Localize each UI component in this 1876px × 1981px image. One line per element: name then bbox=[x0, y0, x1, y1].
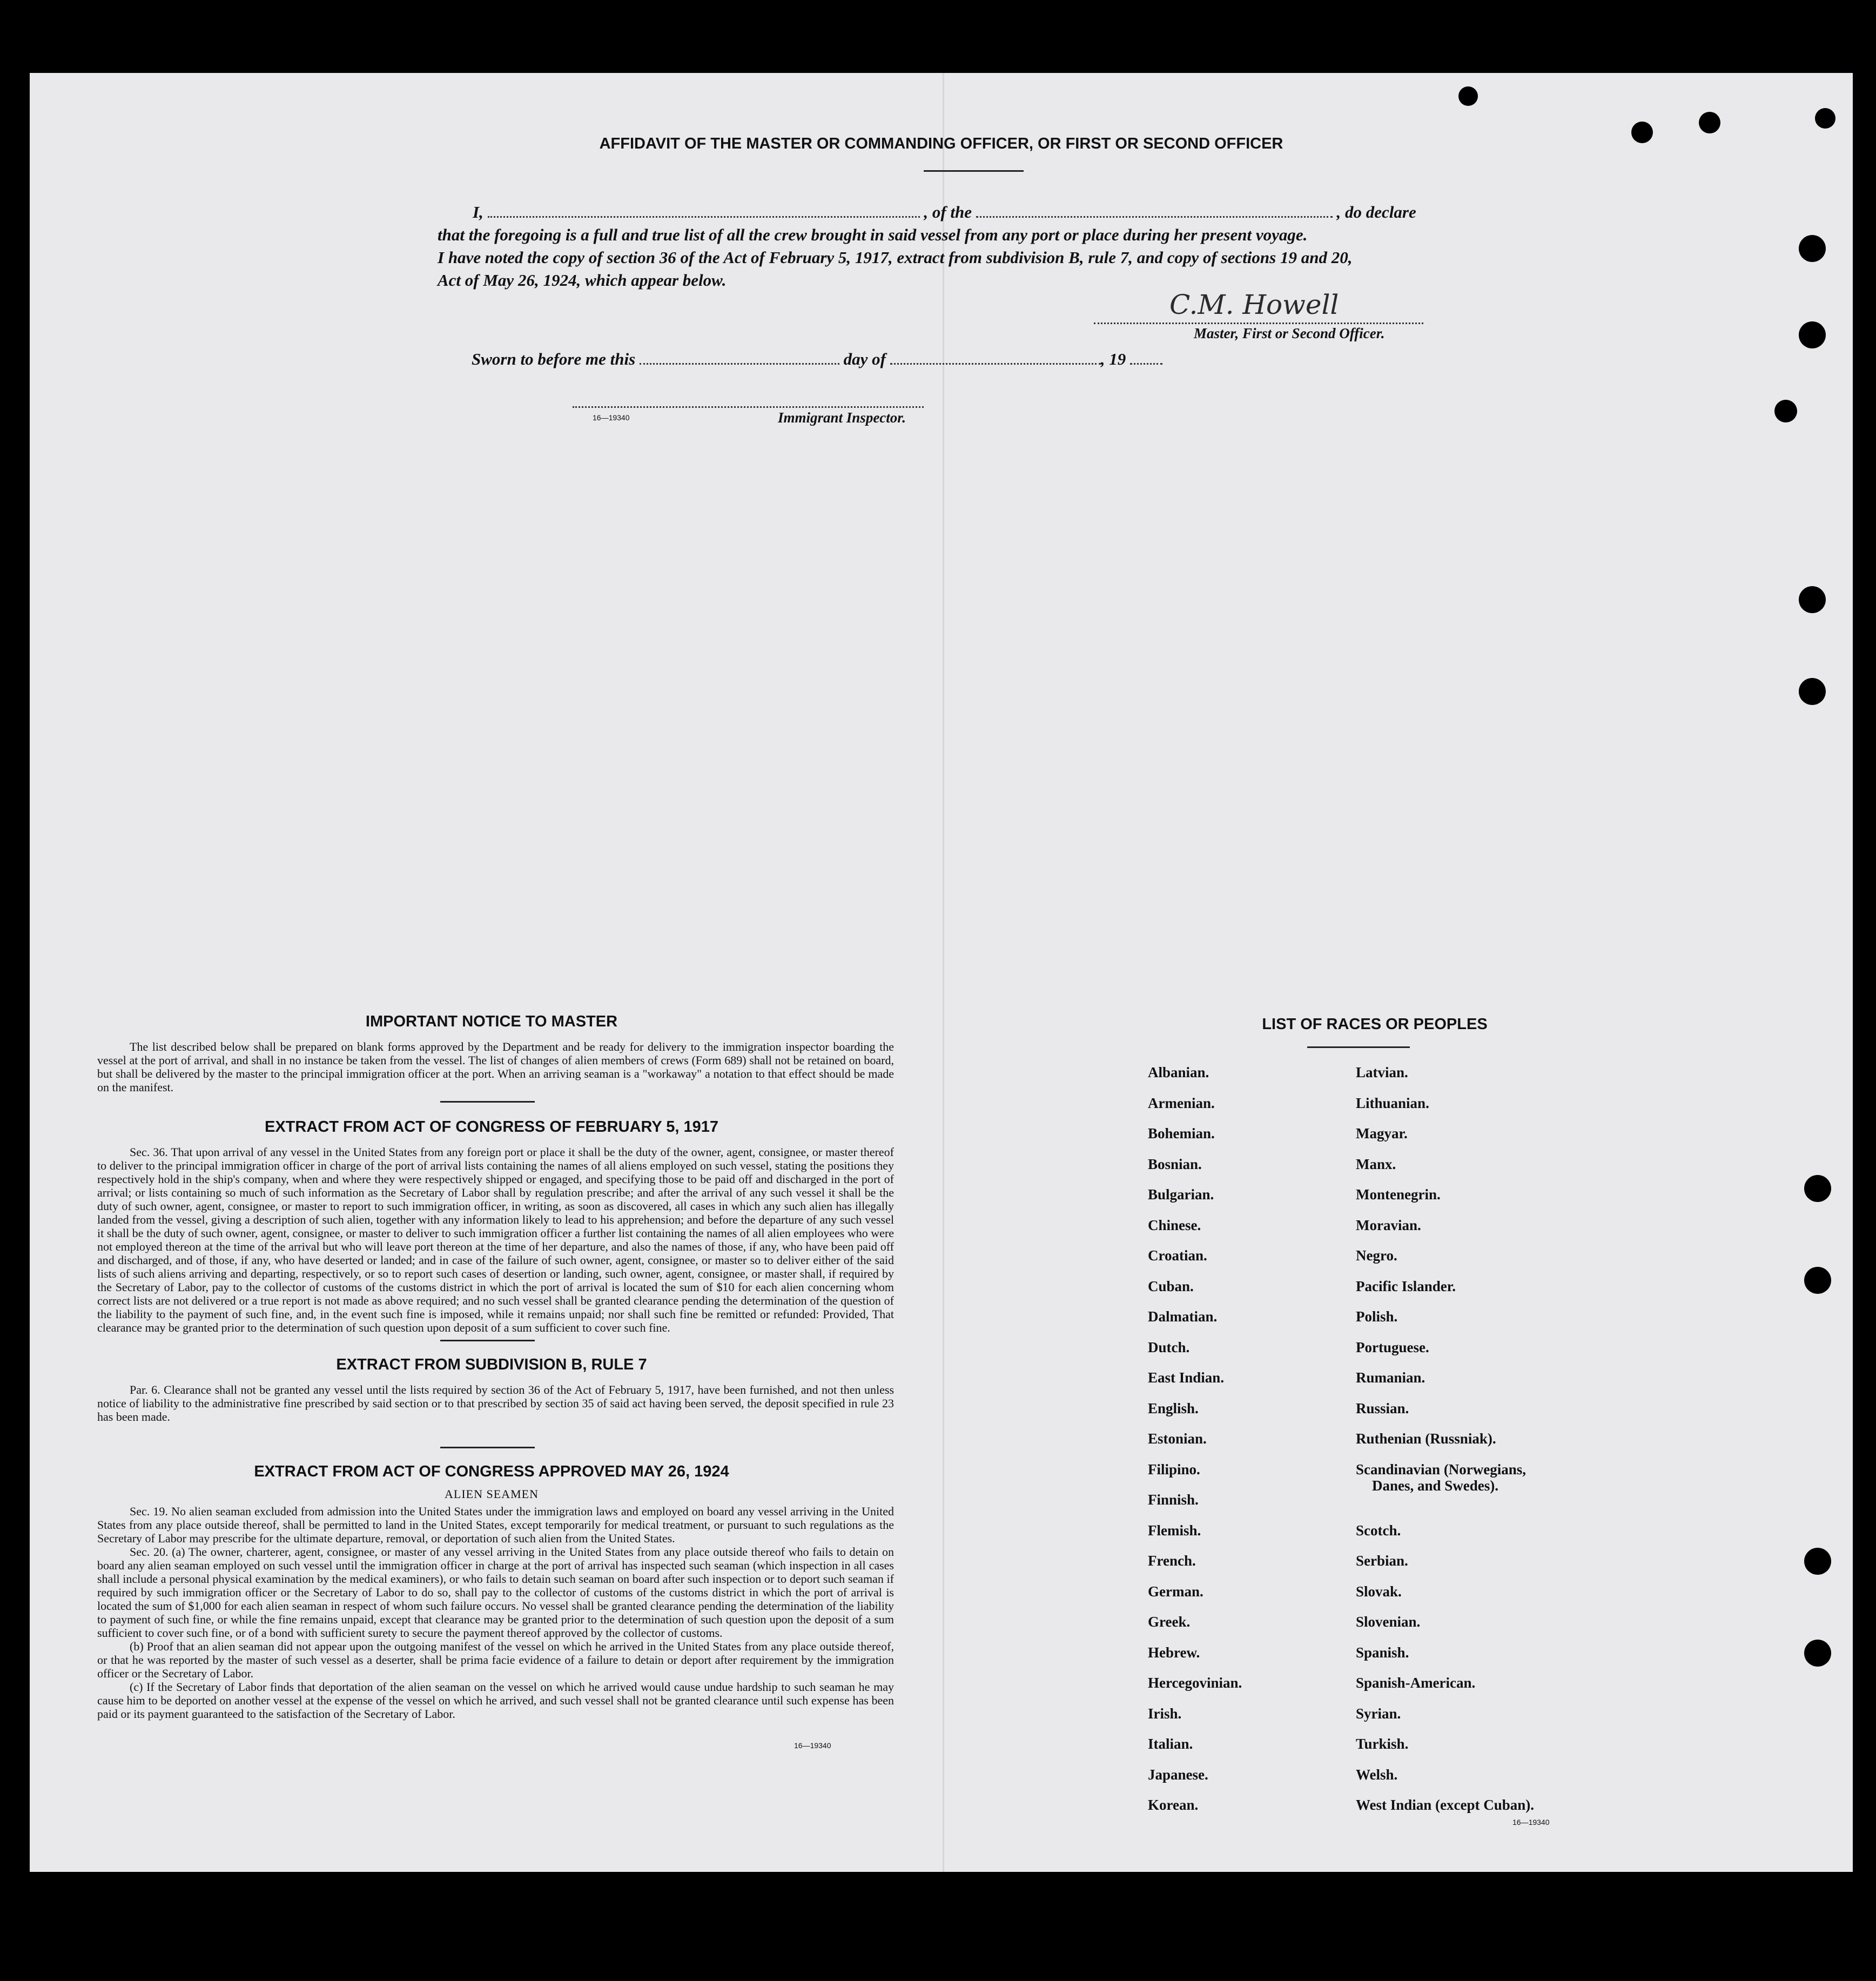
race-right: Slovak. bbox=[1356, 1583, 1402, 1600]
race-right: Turkish. bbox=[1356, 1736, 1409, 1752]
race-left: Croatian. bbox=[1148, 1247, 1207, 1264]
rule-1 bbox=[440, 1101, 535, 1103]
race-right: Spanish. bbox=[1356, 1644, 1409, 1661]
race-left: Filipino. bbox=[1148, 1461, 1200, 1478]
punch-hole bbox=[1799, 678, 1826, 705]
extract-1924-body bbox=[97, 1505, 894, 1721]
race-left: Estonian. bbox=[1148, 1431, 1207, 1447]
race-right: Slovenian. bbox=[1356, 1614, 1421, 1630]
race-right: Portuguese. bbox=[1356, 1339, 1429, 1355]
punch-hole bbox=[1804, 1640, 1831, 1667]
race-right: Polish. bbox=[1356, 1308, 1398, 1325]
form-number-top: 16—19340 bbox=[593, 413, 630, 422]
punch-hole bbox=[1458, 86, 1478, 106]
race-right: Scandinavian (Norwegians, bbox=[1356, 1461, 1527, 1478]
day-of-label: day of bbox=[843, 350, 886, 368]
race-right: Manx. bbox=[1356, 1156, 1396, 1172]
race-left: Armenian. bbox=[1148, 1095, 1215, 1111]
race-right: Welsh. bbox=[1356, 1767, 1398, 1783]
affidavit-title: AFFIDAVIT OF THE MASTER OR COMMANDING OFFICER, OR FIRST OR SECOND OFFICER bbox=[599, 135, 1283, 152]
race-right: Spanish-American. bbox=[1356, 1675, 1476, 1691]
race-right: Danes, and Swedes). bbox=[1372, 1478, 1499, 1494]
race-right: Syrian. bbox=[1356, 1705, 1401, 1722]
race-right: Negro. bbox=[1356, 1247, 1397, 1264]
race-left: Korean. bbox=[1148, 1797, 1199, 1813]
races-rule bbox=[1307, 1046, 1410, 1048]
declaration-line-2: that the foregoing is a full and true list of all the crew brought in said vessel from any port or place during her present voyage. bbox=[438, 225, 1308, 244]
race-right: Latvian. bbox=[1356, 1064, 1408, 1080]
race-right: Russian. bbox=[1356, 1400, 1409, 1416]
punch-hole bbox=[1815, 108, 1835, 129]
title-rule bbox=[924, 170, 1024, 172]
sworn-line bbox=[472, 350, 1162, 369]
rule7-title: EXTRACT FROM SUBDIVISION B, RULE 7 bbox=[336, 1356, 647, 1373]
race-left: Dutch. bbox=[1148, 1339, 1190, 1355]
punch-hole bbox=[1799, 321, 1826, 348]
extract-1917-body: Sec. 36. That upon arrival of any vessel in the United States from any foreign port or place it shall be the duty of the owner, agent, consignee, or master thereof to deliver to the principal immigration officer in charge of the port of arrival lists containing the names of all aliens employed on such vessel, stating the positions they respectively hold in the ship's company, when and where they were respectively shipped or engaged, and specifying those to be paid off and discharged in the port of arrival; or lists containing so much of such information as the Secretary of Labor shall by regulation prescribe; and after the arrival of any such vessel it shall be the duty of such owner, agent, consignee, or master to report to such immigration officer, in writing, as soon as discovered, all cases in which any such alien has illegally landed from the vessel, giving a description of such alien, together with any information likely to lead to his apprehension; and before the departure of any such vessel it shall be the duty of such owner, agent, consignee, or master to deliver to such immigration officer a further list containing the names of all alien employees who were not employed thereon at the time of the arrival but who will leave port thereon at the time of her departure, and also the names of those, if any, who have been paid off and discharged, and of those, if any, who have deserted or landed; and in case of the failure of such owner, agent, consignee, or master so to deliver either of the said lists of such aliens arriving and departing, respectively, or so to report such cases of desertion or landing, such owner, agent, consignee, or master shall, if required by the Secretary of Labor, pay to the collector of customs of the customs district in which the port of arrival is located the sum of $10 for each alien concerning whom correct lists are not delivered or a true report is not made as above required; and no such vessel shall be granted clearance pending the determination of the question of the liability to the payment of such fine, and, in the event such fine is imposed, while it remains unpaid; nor shall such fine be remitted or refunded: Provided, That clearance may be granted prior to the determination of such question upon deposit of a sum sufficient to cover such fine. bbox=[97, 1145, 894, 1334]
race-left: Japanese. bbox=[1148, 1767, 1208, 1783]
punch-hole bbox=[1699, 112, 1720, 133]
declarant-label: I, bbox=[473, 203, 483, 221]
punch-hole bbox=[1799, 586, 1826, 613]
document-sheet bbox=[30, 73, 1853, 1872]
punch-hole bbox=[1631, 122, 1653, 143]
race-left: Hebrew. bbox=[1148, 1644, 1200, 1661]
punch-hole bbox=[1799, 235, 1826, 262]
sworn-day-field[interactable] bbox=[640, 357, 839, 365]
race-left: Irish. bbox=[1148, 1705, 1182, 1722]
race-left: Bosnian. bbox=[1148, 1156, 1202, 1172]
rule-3 bbox=[440, 1447, 535, 1448]
punch-hole bbox=[1804, 1175, 1831, 1202]
notice-body: The list described below shall be prepared on blank forms approved by the Department and be ready for delivery to the immigration inspector boarding the vessel at the port of arrival, and shall in no instance be taken from the vessel. The list of changes of alien members of crews (Form 689) shall not be retained on board, but shall be delivered by the master to the principal immigration officer at the port. When an arriving seaman is a "workaway" a notation to that effect should be made on the manifest. bbox=[97, 1040, 894, 1094]
race-right: Magyar. bbox=[1356, 1125, 1408, 1141]
race-left: English. bbox=[1148, 1400, 1199, 1416]
inspector-caption: Immigrant Inspector. bbox=[778, 409, 906, 426]
race-right: Lithuanian. bbox=[1356, 1095, 1429, 1111]
race-left: Albanian. bbox=[1148, 1064, 1209, 1080]
race-left: East Indian. bbox=[1148, 1369, 1225, 1386]
race-right: Ruthenian (Russniak). bbox=[1356, 1431, 1496, 1447]
sworn-year-field[interactable] bbox=[1130, 357, 1162, 365]
vessel-name-field[interactable] bbox=[976, 210, 1333, 218]
race-right: West Indian (except Cuban). bbox=[1356, 1797, 1535, 1813]
race-left: German. bbox=[1148, 1583, 1203, 1600]
race-right: Rumanian. bbox=[1356, 1369, 1426, 1386]
sec-20c: (c) If the Secretary of Labor finds that deportation of the alien seaman on the vessel on which he arrived would cause undue hardship to such seaman he may cause him to be deported on another vessel at the expense of the vessel on which he arrived, and such vessel shall not be granted clearance until such expense has been paid or its payment guaranteed to the satisfaction of the Secretary of Labor. bbox=[97, 1680, 894, 1721]
race-right: Scotch. bbox=[1356, 1522, 1401, 1539]
extract-1924-title: EXTRACT FROM ACT OF CONGRESS APPROVED MAY 26, 1924 bbox=[254, 1463, 729, 1480]
punch-hole bbox=[1804, 1267, 1831, 1294]
form-number-right: 16—19340 bbox=[1512, 1818, 1550, 1826]
signature-caption: Master, First or Second Officer. bbox=[1194, 325, 1385, 341]
declaration-line-3: I have noted the copy of section 36 of the Act of February 5, 1917, extract from subdivision B, rule 7, and copy of sections 19 and 20, bbox=[438, 248, 1353, 267]
notice-title: IMPORTANT NOTICE TO MASTER bbox=[365, 1013, 618, 1030]
race-right: Pacific Islander. bbox=[1356, 1278, 1456, 1294]
race-left: Greek. bbox=[1148, 1614, 1191, 1630]
race-left: Bulgarian. bbox=[1148, 1186, 1214, 1203]
race-right: Serbian. bbox=[1356, 1553, 1408, 1569]
vessel-label: , of the bbox=[924, 203, 972, 221]
sec-20b: (b) Proof that an alien seaman did not appear upon the outgoing manifest of the vessel on which he arrived in the United States from any place outside thereof, or that he was reported by the master of such vessel as a deserter, shall be prima facie evidence of a failure to detain or deport after requirement by the immigration officer or the Secretary of Labor. bbox=[97, 1640, 894, 1680]
sworn-month-field[interactable] bbox=[890, 357, 1101, 365]
race-left: Hercegovinian. bbox=[1148, 1675, 1242, 1691]
races-title: LIST OF RACES OR PEOPLES bbox=[1262, 1016, 1488, 1033]
race-left: Bohemian. bbox=[1148, 1125, 1215, 1141]
inspector-line bbox=[573, 406, 924, 408]
rule7-body: Par. 6. Clearance shall not be granted any vessel until the lists required by section 36 of the Act of February 5, 1917, have been furnished, and not then unless notice of liability to the administrative fine prescribed by said section or to that prescribed by section 35 of said act having been served, the deposit specified in rule 23 has been made. bbox=[97, 1383, 894, 1423]
race-left: Chinese. bbox=[1148, 1217, 1201, 1233]
race-left: Flemish. bbox=[1148, 1522, 1201, 1539]
center-fold bbox=[943, 73, 944, 1872]
sec-19: Sec. 19. No alien seaman excluded from admission into the United States under the immigration laws and employed on board any vessel arriving in the United States from any place outside thereof, shall be permitted to land in the United States, except temporarily for medical treatment, or pursuant to such regulations as the Secretary of Labor may prescribe for the ultimate departure, removal, or deportation of such alien from the United States. bbox=[97, 1505, 894, 1545]
race-left: Finnish. bbox=[1148, 1492, 1199, 1508]
declarant-name-field[interactable] bbox=[488, 210, 920, 218]
punch-hole bbox=[1804, 1548, 1831, 1575]
declaration-line-4: Act of May 26, 1924, which appear below. bbox=[438, 271, 727, 290]
year-label: , 19 bbox=[1100, 350, 1126, 368]
sec-20a: Sec. 20. (a) The owner, charterer, agent, consignee, or master of any vessel arriving in the United States from any place outside thereof who fails to detain on board any alien seaman employed on such vessel until the immigration officer in charge at the port of arrival has inspected such seaman (which inspection in all cases shall include a personal physical examination by the medical examiners), or who fails to detain such seaman on board after such inspection or to deport such seaman if required by such immigration officer or the Secretary of Labor to do so, shall pay to the collector of customs of the customs district in which the port of arrival is located the sum of $1,000 for each alien seaman in respect of whom such failure occurs. No vessel shall be granted clearance pending the determination of the liability to payment of such fine, or while the fine remains unpaid, except that clearance may be granted prior to the determination of such question upon the deposit of a sum sufficient to cover such fine, or of a bond with sufficient surety to secure the payment thereof approved by the collector of customs. bbox=[97, 1545, 894, 1640]
race-right: Moravian. bbox=[1356, 1217, 1421, 1233]
rule-2 bbox=[440, 1340, 535, 1341]
race-left: French. bbox=[1148, 1553, 1196, 1569]
race-left: Italian. bbox=[1148, 1736, 1193, 1752]
alien-seamen-subtitle: ALIEN SEAMEN bbox=[445, 1487, 539, 1501]
punch-hole bbox=[1774, 400, 1797, 422]
form-number-left: 16—19340 bbox=[794, 1741, 831, 1750]
race-left: Dalmatian. bbox=[1148, 1308, 1218, 1325]
sworn-label: Sworn to before me this bbox=[472, 350, 636, 368]
declaration-line-1 bbox=[473, 203, 1467, 222]
signature-line bbox=[1094, 323, 1423, 324]
extract-1917-title: EXTRACT FROM ACT OF CONGRESS OF FEBRUARY 5, 1917 bbox=[264, 1118, 719, 1136]
race-left: Cuban. bbox=[1148, 1278, 1194, 1294]
declare-label: , do declare bbox=[1336, 203, 1416, 221]
signature: C.M. Howell bbox=[1169, 289, 1339, 320]
race-right: Montenegrin. bbox=[1356, 1186, 1441, 1203]
